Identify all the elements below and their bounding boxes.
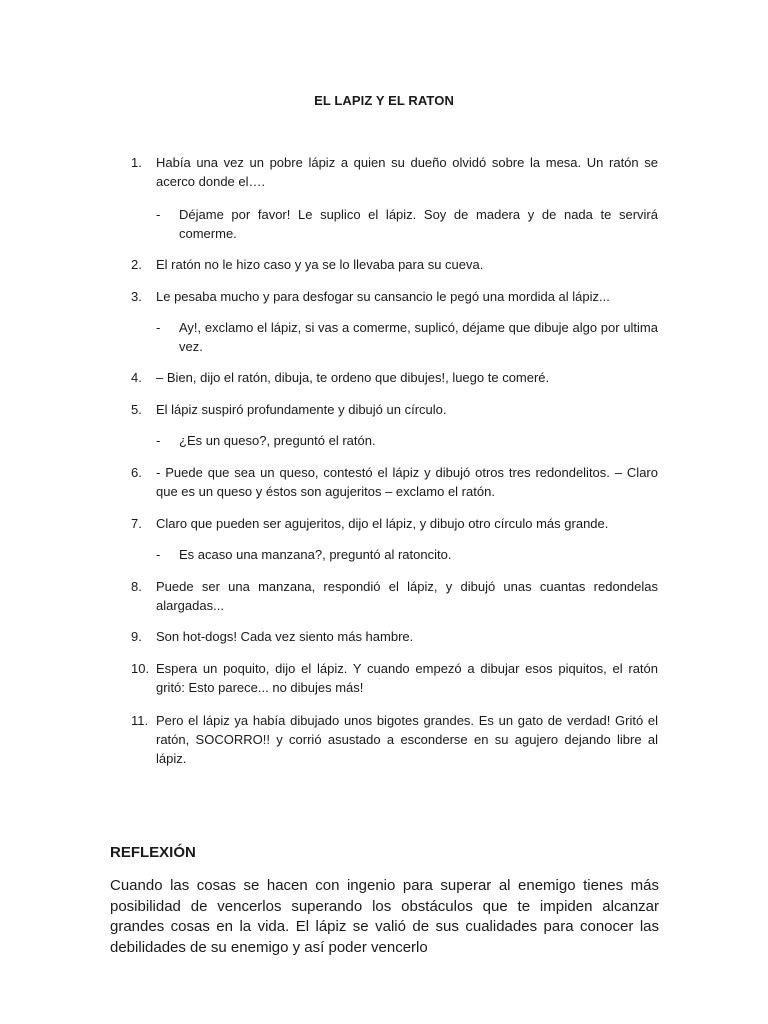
list-item-number: 10. [131,661,150,676]
list-item-number: 9. [131,629,142,644]
list-item-number: 3. [131,289,142,304]
list-item-text: - Puede que sea un queso, contestó el lápiz y dibujó otros tres redondelitos. – Claro que es un queso y éstos son agujeritos – exclamo el ratón. [156,465,658,499]
list-item-number: 6. [131,465,142,480]
dialogue-dash: - [156,207,161,222]
list-item-text: Había una vez un pobre lápiz a quien su dueño olvidó sobre la mesa. Un ratón se acerco donde el…. [156,155,658,189]
dialogue-dash: - [156,320,161,335]
dialogue-text: Ay!, exclamo el lápiz, si vas a comerme, suplicó, déjame que dibuje algo por ultima vez. [179,320,658,354]
reflection-paragraph: Cuando las cosas se hacen con ingenio para superar al enemigo tienes más posibilidad de vencerlos superando los obstáculos que te impiden alcanzar grandes cosas en la vida. El lápiz se valió de sus cualidades para conocer las debilidades de su enemigo y así poder vencerlo [110,877,659,956]
document-title: EL LAPIZ Y EL RATON [314,93,454,108]
dialogue-text: Déjame por favor! Le suplico el lápiz. Soy de madera y de nada te servirá comerme. [179,207,658,241]
list-item-text: Espera un poquito, dijo el lápiz. Y cuando empezó a dibujar esos piquitos, el ratón gritó: Esto parece... no dibujes más! [156,661,658,695]
list-item-text: – Bien, dijo el ratón, dibuja, te ordeno que dibujes!, luego te comeré. [156,370,550,385]
list-item-number: 2. [131,257,142,272]
list-item-number: 1. [131,155,142,170]
list-item-text: El ratón no le hizo caso y ya se lo llevaba para su cueva. [156,257,484,272]
list-item-number: 8. [131,579,142,594]
list-item-text: Pero el lápiz ya había dibujado unos bigotes grandes. Es un gato de verdad! Gritó el ratón, SOCORRO!! y corrió asustado a esconderse en su agujero dejando libre al lápiz. [156,713,658,766]
list-item-text: Son hot-dogs! Cada vez siento más hambre. [156,629,414,644]
list-item-text: Le pesaba mucho y para desfogar su cansancio le pegó una mordida al lápiz... [156,289,610,304]
dialogue-dash: - [156,547,161,562]
list-item-text: Puede ser una manzana, respondió el lápiz, y dibujó unas cuantas redondelas alargadas... [156,579,658,613]
dialogue-text: ¿Es un queso?, preguntó el ratón. [179,433,376,448]
reflection-heading: REFLEXIÓN [110,844,196,861]
list-item-text: Claro que pueden ser agujeritos, dijo el lápiz, y dibujo otro círculo más grande. [156,516,609,531]
list-item-text: El lápiz suspiró profundamente y dibujó un círculo. [156,402,447,417]
list-item-number: 4. [131,370,142,385]
dialogue-dash: - [156,433,161,448]
list-item-number: 5. [131,402,142,417]
list-item-number: 7. [131,516,142,531]
list-item-number: 11. [131,713,149,728]
dialogue-text: Es acaso una manzana?, preguntó al ratoncito. [179,547,452,562]
